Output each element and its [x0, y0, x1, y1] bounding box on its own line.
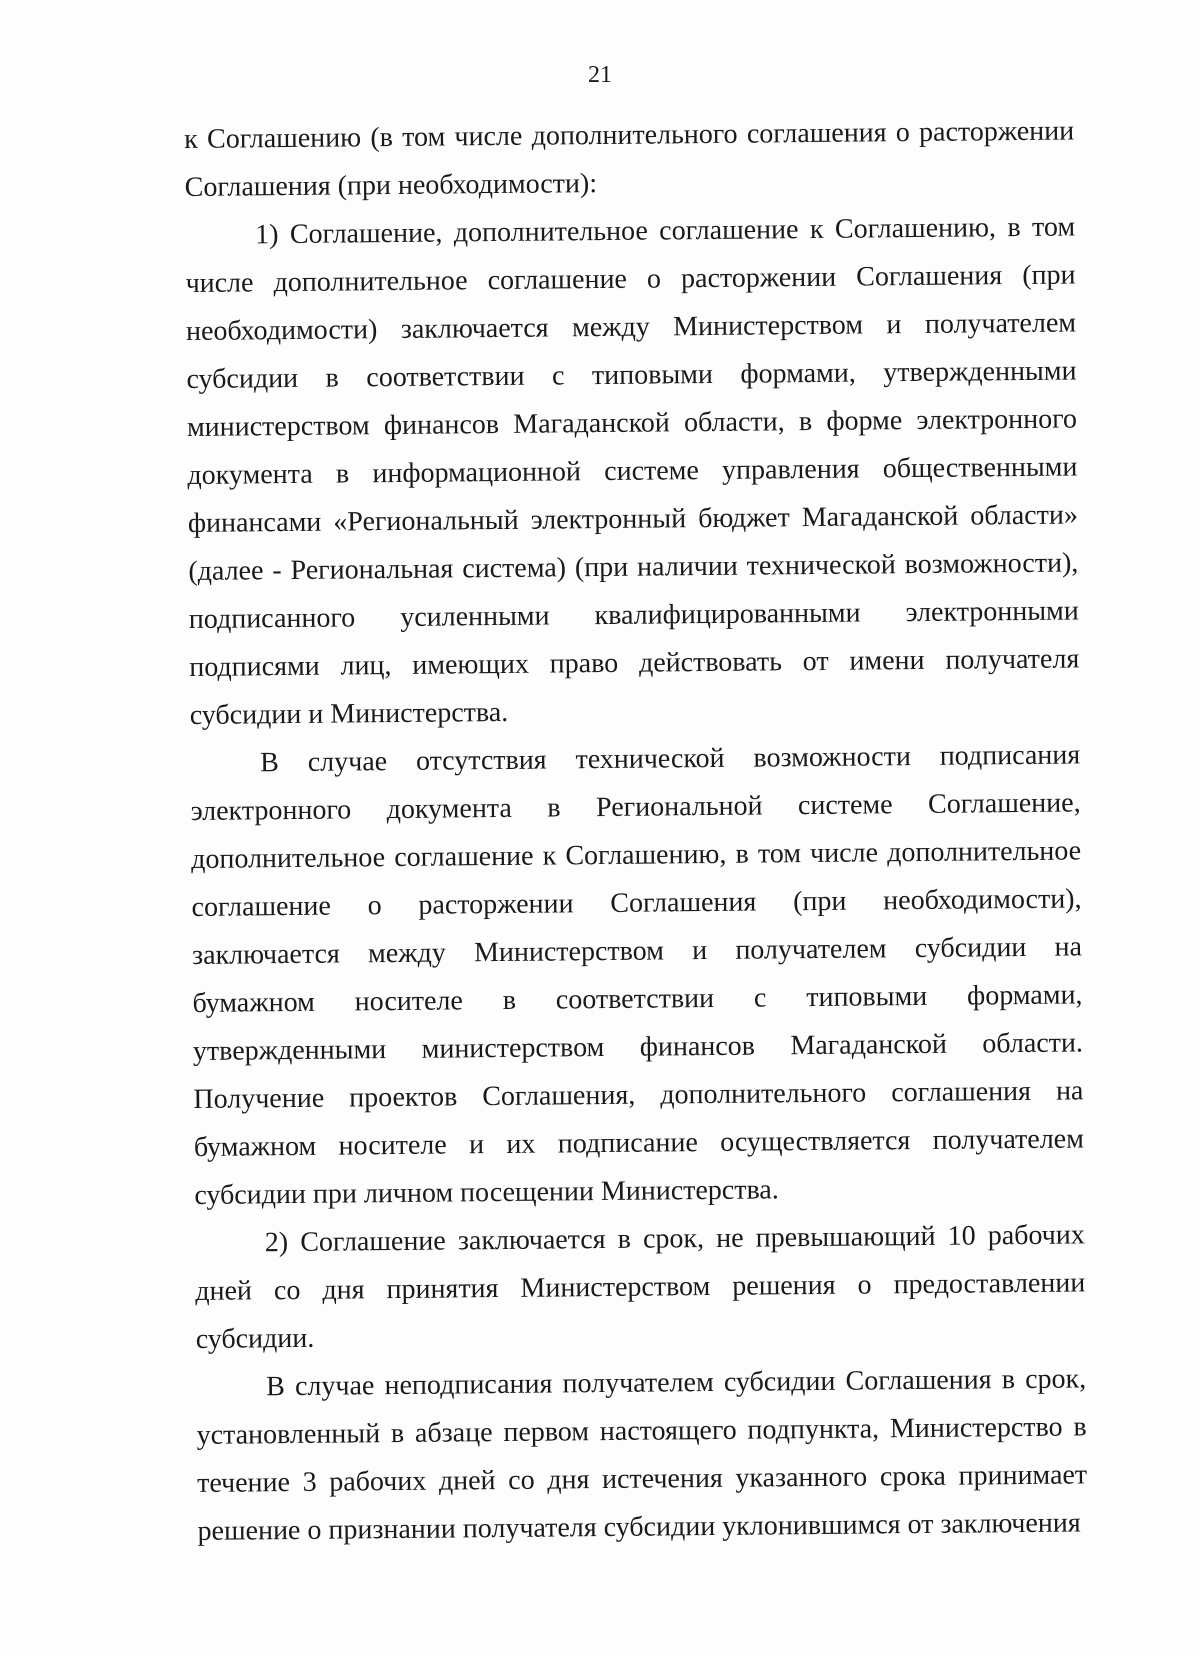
document-body — [184, 107, 1088, 1555]
page-number: 21 — [588, 62, 612, 88]
paragraph-continuation: к Соглашению (в том числе дополнительного соглашения о расторжении Соглашения (при необходимости): — [184, 115, 1075, 203]
paragraph-point-2-refusal: В случае неподписания получателем субсидии Соглашения в срок, установленный в абзаце первом настоящего подпункта, Министерство в течение 3 рабочих дней со дня истечения указанного срока принимает решение о признании получателя субсидии уклонившимся от заключения — [196, 1363, 1088, 1547]
paragraph-point-2: 2) Соглашение заключается в срок, не превышающий 10 рабочих дней со дня принятия Министерством решения о предоставлении субсидии. — [195, 1219, 1086, 1355]
paragraph-point-1: 1) Соглашение, дополнительное соглашение к Соглашению, в том числе дополнительное соглашение о расторжении Соглашения (при необходимости) заключается между Министерством и получателем субсидии в соответствии с типовыми формами, утвержденными министерством финансов Магаданской области, в форме электронного документа в информационной системе управления общественными финансами «Региональный электронный бюджет Магаданской области» (далее - Региональная система) (при наличии технической возможности), подписанного усиленными квалифицированными электронными подписями лиц, имеющих право действовать от имени получателя субсидии и Министерства. — [185, 211, 1080, 731]
paragraph-point-1-paper: В случае отсутствия технической возможности подписания электронного документа в Региональной системе Соглашение, дополнительное соглашение к Соглашению, в том числе дополнительное соглашение о расторжении Соглашения (при необходимости), заключается между Министерством и получателем субсидии на бумажном носителе в соответствии с типовыми формами, утвержденными министерством финансов Магаданской области. Получение проектов Соглашения, дополнительного соглашения на бумажном носителе и их подписание осуществляется получателем субсидии при личном посещении Министерства. — [190, 739, 1085, 1211]
